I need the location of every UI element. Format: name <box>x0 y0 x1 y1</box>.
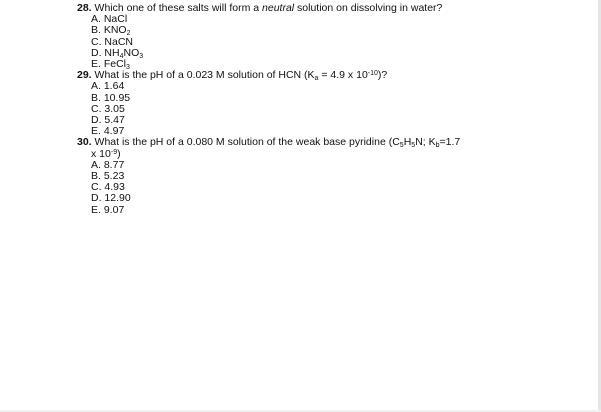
stem-text: What is the pH of a 0.023 M solution of HCN (K <box>94 69 315 82</box>
subscript: 3 <box>126 64 130 72</box>
choice-text: 4.97 <box>103 125 125 138</box>
choice-letter: E. <box>91 58 101 71</box>
stem-text: solution on dissolving in water? <box>294 2 443 14</box>
choice-letter: A. <box>91 158 101 171</box>
choice-d <box>91 193 577 204</box>
choice-text: FeCl <box>103 58 127 71</box>
choice-letter: E. <box>91 203 101 216</box>
answer-choices <box>77 14 577 70</box>
choice-text: 9.07 <box>103 203 125 216</box>
stem-text: )? <box>377 69 388 82</box>
answer-choices <box>77 81 577 137</box>
choice-text: 5.47 <box>104 114 125 127</box>
choice-b <box>91 171 577 182</box>
question-30 <box>77 137 577 215</box>
stem-text: ) <box>117 147 121 160</box>
question-29 <box>77 70 577 137</box>
subscript: a <box>314 75 319 83</box>
choice-letter: C. <box>91 35 102 48</box>
choice-letter: D. <box>91 114 102 127</box>
choice-d <box>91 115 577 126</box>
choice-c <box>91 182 577 193</box>
answer-choices <box>77 160 577 216</box>
quiz-document <box>77 3 577 216</box>
choice-text: NO <box>123 46 140 59</box>
stem-text: H <box>403 136 412 149</box>
question-stem <box>77 70 577 81</box>
subscript: 2 <box>126 30 131 38</box>
stem-text: N; K <box>415 136 436 149</box>
choice-letter: B. <box>91 170 101 183</box>
choice-text: NaCN <box>104 35 134 48</box>
superscript: -9 <box>110 148 118 156</box>
choice-text: 4.93 <box>104 181 125 194</box>
question-stem-continuation <box>77 149 577 160</box>
choice-a <box>91 14 577 25</box>
choice-text: KNO <box>103 24 127 37</box>
question-number: 30. <box>77 136 92 149</box>
choice-letter: B. <box>91 24 101 37</box>
question-number: 28. <box>77 2 92 14</box>
stem-emphasis: neutral <box>262 2 295 14</box>
choice-text: NH <box>104 46 120 59</box>
subscript: 4 <box>119 52 124 60</box>
question-number: 29. <box>77 69 92 82</box>
choice-a <box>91 160 577 171</box>
subscript: 5 <box>399 142 404 150</box>
choice-letter: A. <box>91 80 101 93</box>
choice-letter: D. <box>91 192 102 205</box>
choice-text: 1.64 <box>103 80 125 93</box>
choice-letter: E. <box>91 125 101 138</box>
choice-text: 5.23 <box>103 170 125 183</box>
choice-text: 8.77 <box>103 158 125 171</box>
question-stem <box>77 3 577 14</box>
choice-e <box>91 205 577 216</box>
choice-letter: C. <box>91 102 102 115</box>
choice-text: 12.90 <box>104 192 131 205</box>
choice-c <box>91 104 577 115</box>
choice-b <box>91 93 577 104</box>
choice-letter: A. <box>91 13 101 26</box>
choice-c <box>91 37 577 48</box>
choice-text: 10.95 <box>103 91 131 104</box>
choice-text: 3.05 <box>104 102 125 115</box>
choice-letter: C. <box>91 181 102 194</box>
choice-b <box>91 25 577 36</box>
choice-letter: B. <box>91 91 101 104</box>
stem-text: What is the pH of a 0.080 M solution of the weak base pyridine (C <box>94 136 400 149</box>
stem-text: Which one of these salts will form a <box>94 2 263 14</box>
choice-d <box>91 48 577 59</box>
subscript: 3 <box>139 52 144 60</box>
superscript: -10 <box>367 70 378 78</box>
stem-text: =1.7 <box>439 136 461 149</box>
stem-text: x 10 <box>91 147 111 160</box>
question-stem <box>77 137 577 148</box>
choice-letter: D. <box>91 46 102 59</box>
choice-text: NaCl <box>103 13 128 26</box>
choice-a <box>91 81 577 92</box>
subscript: 5 <box>411 142 416 150</box>
question-28 <box>77 3 577 70</box>
stem-text: = 4.9 x 10 <box>318 69 368 82</box>
subscript: b <box>435 142 440 150</box>
